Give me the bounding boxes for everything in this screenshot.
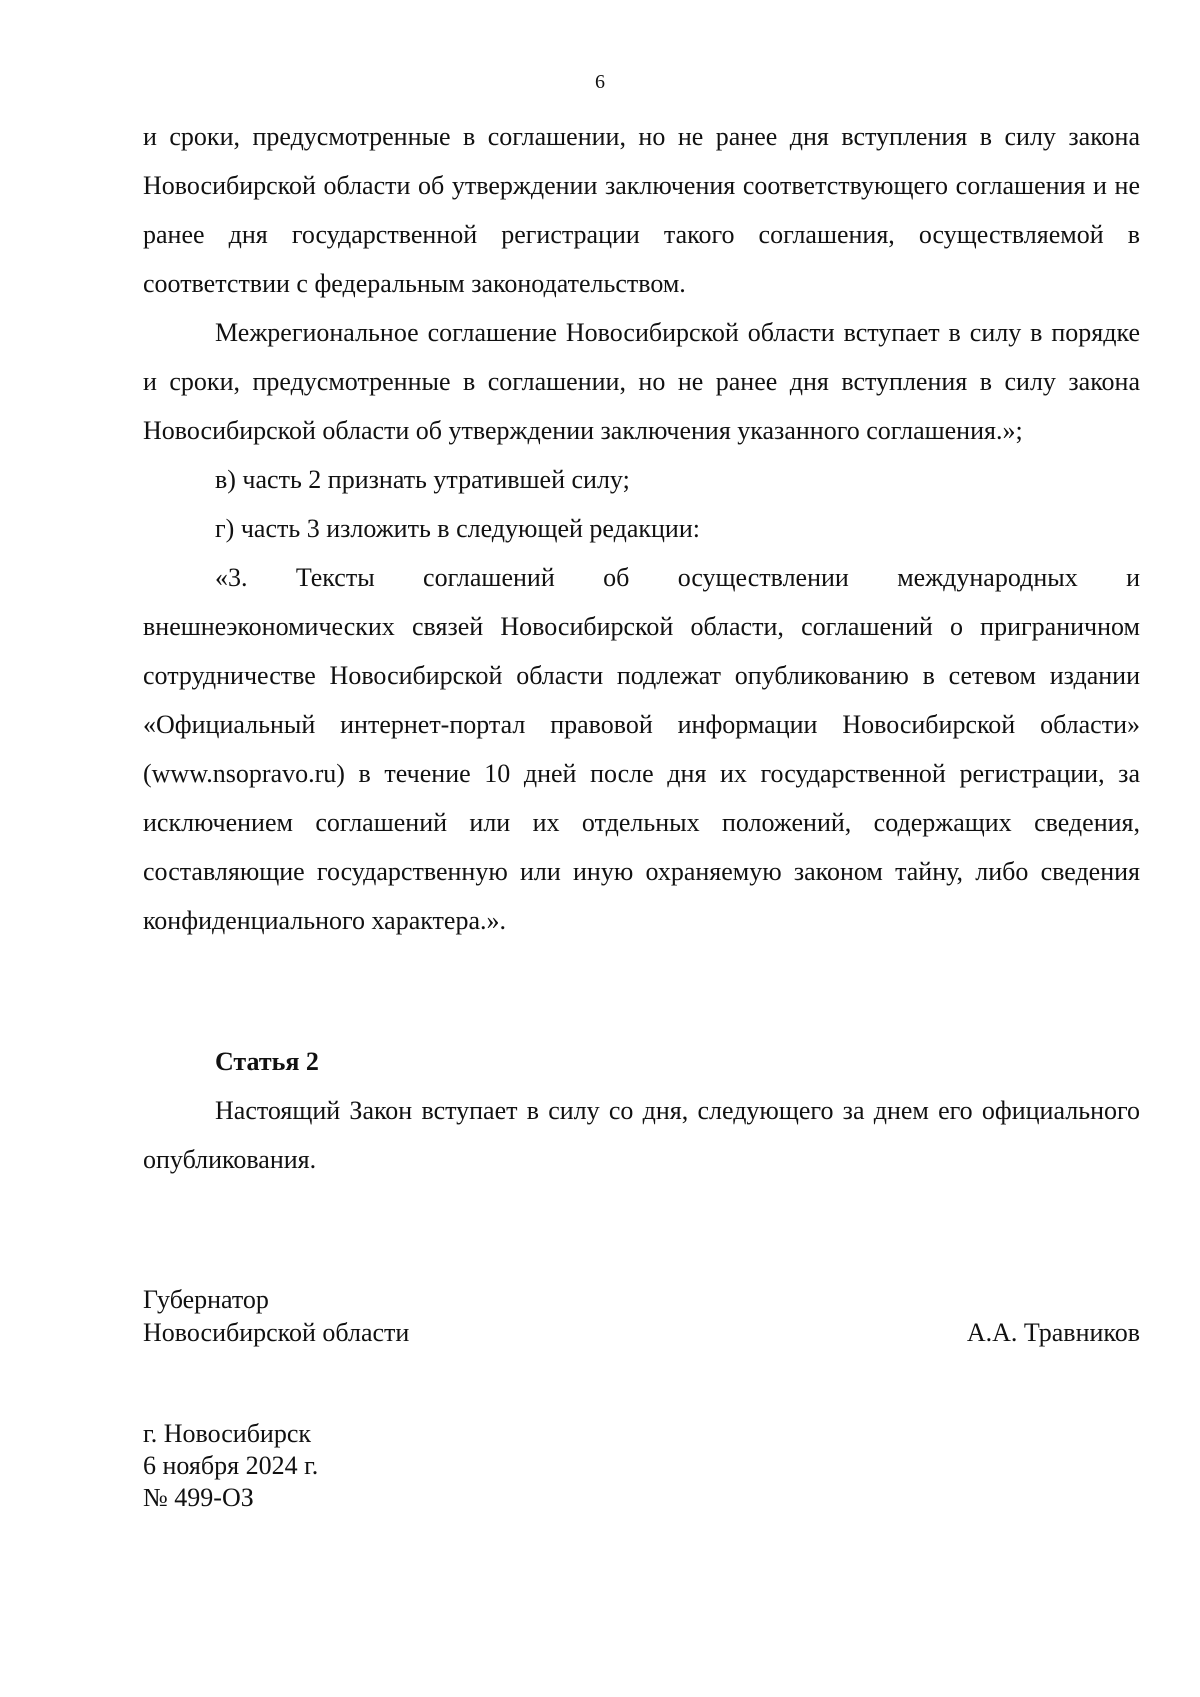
signature-block: [143, 1283, 1140, 1349]
article-2-text: Настоящий Закон вступает в силу со дня, следующего за днем его официального опубликования.: [143, 1096, 1140, 1174]
signatory-title-line1: Губернатор: [143, 1285, 269, 1314]
footer-city: г. Новосибирск: [143, 1419, 312, 1448]
signatory-title-line2: Новосибирской области: [143, 1318, 410, 1347]
footer-law-number: № 499-ОЗ: [143, 1483, 254, 1512]
article-2: [143, 1038, 1140, 1184]
article-2-heading: Статья 2: [215, 1047, 319, 1076]
footer-date: 6 ноября 2024 г.: [143, 1451, 319, 1480]
document-footer: [143, 1418, 318, 1514]
paragraph-item-v: в) часть 2 признать утратившей силу;: [215, 465, 630, 494]
paragraph-part-3: «3. Тексты соглашений об осуществлении международных и внешнеэкономических связей Новосибирской области, соглашений о приграничном сотрудничестве Новосибирской области подлежат опубликованию в сетевом издании «Официальный интернет-портал правовой информации Новосибирской области» (www.nsopravo.ru) в течение 10 дней после дня их государственной регистрации, за исключением соглашений или их отдельных положений, содержащих сведения, составляющие государственную или иную охраняемую законом тайну, либо сведения конфиденциального характера.».: [143, 563, 1140, 935]
page-number: 6: [595, 71, 605, 93]
paragraph-continuation: и сроки, предусмотренные в соглашении, но не ранее дня вступления в силу закона Новосибирской области об утверждении заключения соответствующего соглашения и не ранее дня государственной регистрации такого соглашения, осуществляемой в соответствии с федеральным законодательством.: [143, 122, 1140, 298]
document-body: [143, 112, 1140, 945]
signature-row: [143, 1316, 1140, 1349]
paragraph-item-g: г) часть 3 изложить в следующей редакции:: [215, 514, 700, 543]
signatory-name: А.А. Травников: [966, 1318, 1140, 1347]
paragraph-interregional-agreement: Межрегиональное соглашение Новосибирской области вступает в силу в порядке и сроки, предусмотренные в соглашении, но не ранее дня вступления в силу закона Новосибирской области об утверждении заключения указанного соглашения.»;: [143, 318, 1140, 445]
